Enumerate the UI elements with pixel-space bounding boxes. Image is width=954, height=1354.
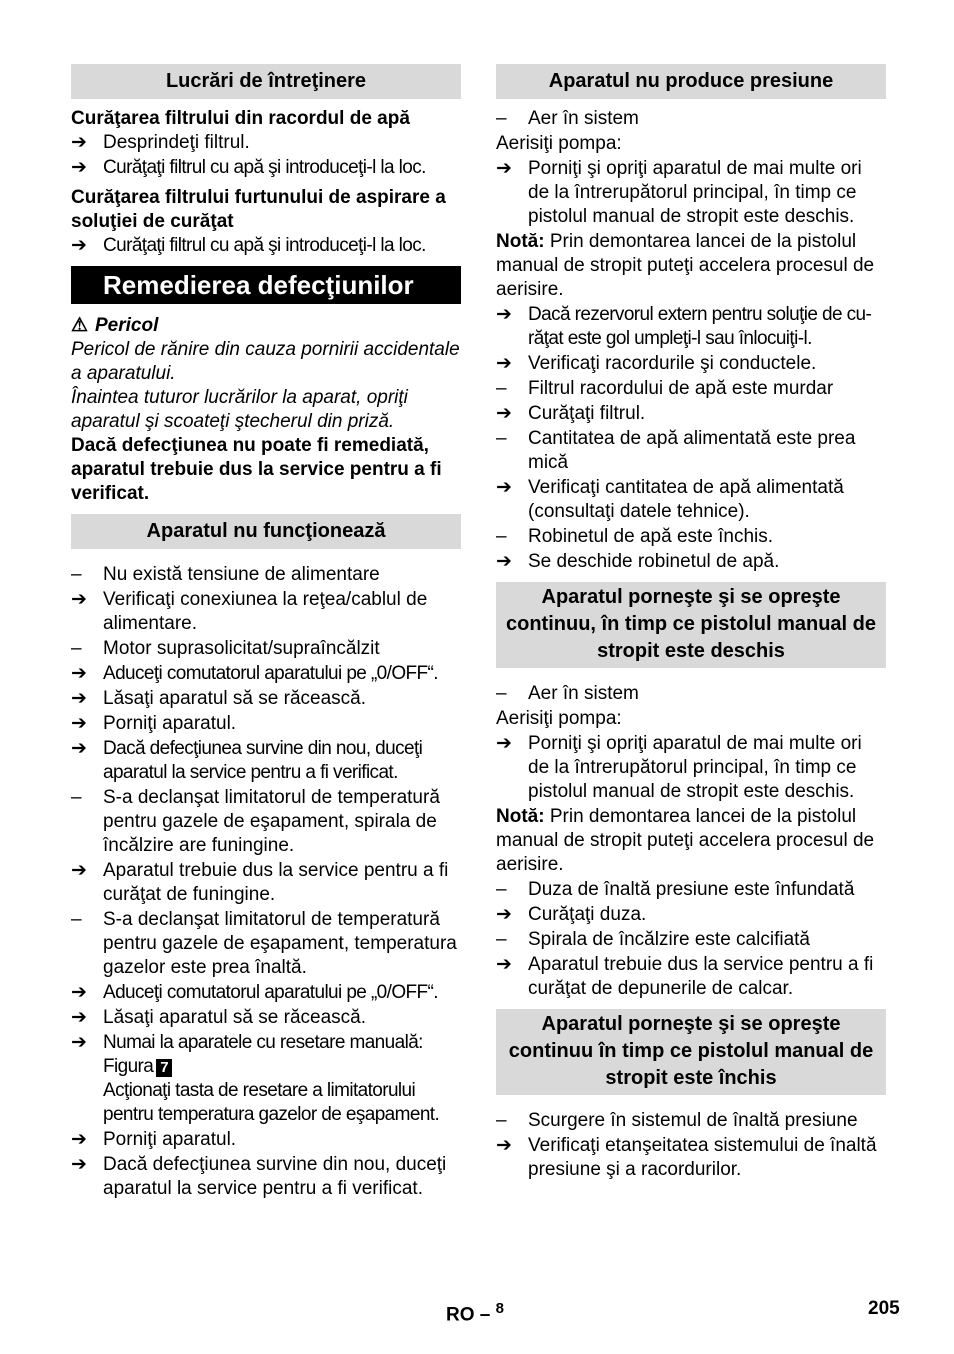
danger-bold-text: Dacă defecţiunea nu poate fi remediată, aparatul trebuie dus la service pentru a fi verificat. [71,435,442,504]
arrow-icon: ➔ [71,1007,87,1028]
list-item: – Spirala de încălzire este calcifiată [496,929,810,950]
note-text: Notă: Prin demontarea lancei de la pistolul manual de stropit puteţi accelera procesul de aerisire. [496,806,875,875]
note-text: Notă: Prin demontarea lancei de la pistolul manual de stropit puteţi accelera procesul de aerisire. [496,231,875,300]
dash-marker: – [71,787,82,808]
list-item: ➔ Dacă defecţiunea survine din nou, duceţi aparatul la service pentru a fi verificat. [71,738,423,783]
list-item: – Nu există tensiune de alimentare [71,564,380,585]
arrow-icon: ➔ [71,982,87,1003]
arrow-icon: ➔ [71,860,87,881]
arrow-icon: ➔ [71,235,87,256]
dash-marker: – [496,929,507,950]
right-column [496,64,886,1183]
troubleshooting-list [71,563,461,1030]
list-item: ➔ Desprindeţi filtrul. [71,132,250,153]
section-heading-cycling-open: Aparatul porneşte şi se opreşte continuu, în timp ce pistolul manual de stropit este deschis [496,582,886,668]
list-item: – Cantitatea de apă alimentată este prea mică [496,428,856,473]
arrow-icon: ➔ [71,688,87,709]
arrow-icon: ➔ [496,1135,512,1156]
arrow-icon: ➔ [71,1154,87,1175]
list-item: ➔ Curăţaţi filtrul. [496,403,646,424]
list-item: – Motor suprasolicitat/supraîncălzit [71,638,380,659]
arrow-icon: ➔ [496,304,512,325]
danger-label: ⚠ Pericol [71,315,159,336]
arrow-icon: ➔ [496,904,512,925]
list-item: – Scurgere în sistemul de înaltă presiune [496,1110,858,1131]
troubleshooting-list [71,1128,461,1201]
page-number: 205 [868,1298,900,1319]
troubleshooting-list [496,1109,886,1182]
instruction-text: Aerisiţi pompa: [496,133,622,154]
footer-section-label: RO – $^8$ [446,1300,504,1326]
arrow-icon: ➔ [71,132,87,153]
section-heading-no-pressure: Aparatul nu produce presiune [496,64,886,99]
dash-marker: – [71,638,82,659]
dash-marker: – [496,378,507,399]
dash-marker: – [496,526,507,547]
list-item: ➔ Dacă defecţiunea survine din nou, duceţi aparatul la service pentru a fi verificat. [71,1154,447,1199]
arrow-icon: ➔ [71,738,87,759]
list-item: ➔ Porniţi aparatul. [71,713,237,734]
list-item: ➔ Aduceţi comutatorul aparatului pe „0/OFF“. [71,663,438,684]
list-item: ➔ Aparatul trebuie dus la service pentru a fi curăţat de funingine. [71,860,449,905]
chapter-title: Remedierea defecţiunilor [71,266,461,304]
dash-marker: – [71,564,82,585]
danger-text: Înaintea tuturor lucrărilor la aparat, opriţi aparatul şi scoateţi ştecherul din priză. [71,387,408,432]
list-item: – Aer în sistem [496,108,639,129]
list-item: ➔ Verificaţi etanşeitatea sistemului de înaltă presiune şi a racordurilor. [496,1135,877,1180]
list-item: – Filtrul racordului de apă este murdar [496,378,834,399]
arrow-icon: ➔ [496,477,512,498]
list-item: ➔ Curăţaţi duza. [496,904,647,925]
dash-marker: – [496,683,507,704]
list-item: ➔ Curăţaţi filtrul cu apă şi introduceţi-l la loc. [71,157,426,178]
warning-triangle-icon: ⚠ [71,315,89,336]
list-item: ➔ Se deschide robinetul de apă. [496,551,780,572]
list-item: ➔ Porniţi şi opriţi aparatul de mai multe ori de la întrerupătorul principal, în timp ce pistolul manual de stropit este deschis. [496,733,862,802]
dash-marker: – [496,428,507,449]
list-item: – Duza de înaltă presiune este înfundată [496,879,855,900]
list-item: – S-a declanşat limitatorul de temperatură pentru gazele de eşapament, spirala de încălzire are funingine. [71,787,440,856]
list-item: ➔ Dacă rezervorul extern pentru soluţie de curăţat este gol umpleţi-l sau înlocuiţi-l. [496,304,872,349]
list-item: ➔ Aduceţi comutatorul aparatului pe „0/OFF“. [71,982,438,1003]
arrow-icon: ➔ [496,954,512,975]
dash-marker: – [71,909,82,930]
arrow-icon: ➔ [496,551,512,572]
list-item: ➔ Verificaţi cantitatea de apă alimentată (consultaţi datele tehnice). [496,477,844,522]
list-item: ➔ Numai la aparatele cu resetare manuală: Figura 7 Acţionaţi tasta de resetare a limitatorului pentru temperatura gazelor de eşapament. [71,1032,440,1125]
arrow-icon: ➔ [71,1032,87,1053]
troubleshooting-list [496,303,886,574]
arrow-icon: ➔ [71,713,87,734]
figure-number-badge: 7 [156,1059,172,1077]
section-heading-not-working: Aparatul nu funcţionează [71,514,461,549]
arrow-icon: ➔ [71,157,87,178]
arrow-icon: ➔ [71,1129,87,1150]
section-heading-maintenance: Lucrări de întreţinere [71,64,461,99]
subheading-detergent-filter: Curăţarea filtrului furtunului de aspirare a soluţiei de curăţat [71,187,446,232]
dash-marker: – [496,879,507,900]
list-item: – Robinetul de apă este închis. [496,526,774,547]
arrow-icon: ➔ [496,353,512,374]
dash-marker: – [496,1110,507,1131]
dash-marker: – [496,108,507,129]
troubleshooting-list [496,878,886,1001]
list-item: – Aer în sistem [496,683,639,704]
list-item: ➔ Porniţi şi opriţi aparatul de mai multe ori de la întrerupătorul principal, în timp ce pistolul manual de stropit este deschis. [496,158,862,227]
subheading-water-filter: Curăţarea filtrului din racordul de apă [71,108,410,129]
arrow-icon: ➔ [496,733,512,754]
list-item: ➔ Curăţaţi filtrul cu apă şi introduceţi-l la loc. [71,235,426,256]
list-item: ➔ Lăsaţi aparatul să se răcească. [71,688,366,709]
list-item: ➔ Verificaţi conexiunea la reţea/cablul de alimentare. [71,589,428,634]
list-item: – S-a declanşat limitatorul de temperatură pentru gazele de eşapament, temperatura gazelor este prea înaltă. [71,909,457,978]
list-item: ➔ Lăsaţi aparatul să se răcească. [71,1007,366,1028]
arrow-icon: ➔ [496,158,512,179]
arrow-icon: ➔ [71,663,87,684]
list-item: ➔ Verificaţi racordurile şi conductele. [496,353,817,374]
arrow-icon: ➔ [496,403,512,424]
arrow-icon: ➔ [71,589,87,610]
instruction-text: Aerisiţi pompa: [496,708,622,729]
section-heading-cycling-closed: Aparatul porneşte şi se opreşte continuu în timp ce pistolul manual de stropit este închis [496,1009,886,1095]
list-item: ➔ Porniţi aparatul. [71,1129,237,1150]
danger-text: Pericol de rănire din cauza pornirii accidentale a aparatului. [71,339,460,384]
list-item: ➔ Aparatul trebuie dus la service pentru a fi curăţat de depunerile de calcar. [496,954,874,999]
left-column [71,64,461,1202]
